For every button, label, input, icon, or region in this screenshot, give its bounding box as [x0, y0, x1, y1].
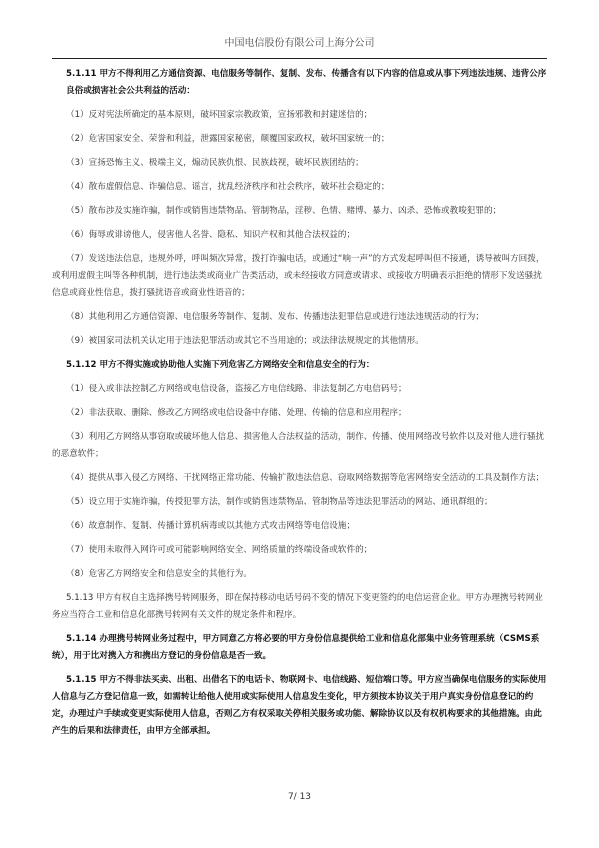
section-5-1-13: 5.1.13 甲方有权自主选择携号转网服务，即在保持移动电话号码不变的情况下变更签约的电信运营企业。甲方办理携号转网业务应当符合工业和信息化部携号转网有关文件的规定条件和程序。 — [52, 593, 543, 620]
list-item: （1）反对宪法所确定的基本原则，破坏国家宗教政策，宣扬邪教和封建迷信的； — [66, 110, 373, 120]
company-name: 中国电信股份有限公司上海分公司 — [224, 38, 375, 49]
list-item: （4）散布虚假信息、诈骗信息、谣言，扰乱经济秩序和社会秩序，破坏社会稳定的； — [66, 182, 390, 192]
list-item: （3）宣扬恐怖主义、极端主义，煽动民族仇恨、民族歧视，破坏民族团结的； — [66, 158, 364, 168]
list-item: （1）侵入或非法控制乙方网络或电信设备，盗接乙方电信线路、非法复制乙方电信码号； — [66, 384, 407, 394]
list-item: （8）危害乙方网络安全和信息安全的其他行为。 — [66, 569, 252, 579]
section-5-1-12-title: 5.1.12 甲方不得实施或协助他人实施下列危害乙方网络安全和信息安全的行为： — [66, 360, 375, 370]
section-5-1-15: 5.1.15 甲方不得非法买卖、出租、出借名下的电话卡、物联网卡、电信线路、短信端口等。甲方应当确保电信服务的实际使用人信息与乙方登记信息一致，如需转让给他人使用或实际使用人信息发生变化，甲方须按本协议关于用户真实身份信息登记的约定，办理过户手续或变更实际使用人信息，否则乙方有权采取关停相关服务或功能、解除协议以及有权机构要求的其他措施。由此产生的后果和法律责任，由甲方全部承担。 — [52, 675, 547, 736]
list-item: （2）危害国家安全、荣誉和利益，泄露国家秘密，颠覆国家政权，破坏国家统一的； — [66, 134, 390, 144]
list-item: （5）设立用于实施诈骗，传授犯罪方法，制作或销售违禁物品、管制物品等违法犯罪活动的网站、通讯群组的； — [66, 497, 493, 507]
list-item: （6）故意制作、复制、传播计算机病毒或以其他方式攻击网络等电信设施； — [66, 521, 356, 531]
list-item: （5）散布涉及实施诈骗，制作或销售违禁物品、管制物品，淫秽、色情、赌博、暴力、凶杀、恐怖或教唆犯罪的； — [66, 206, 502, 216]
list-item: （8）其他利用乙方通信资源、电信服务等制作、复制、发布、传播违法犯罪信息或进行违法违规活动的行为； — [66, 312, 484, 322]
list-item: （6）侮辱或诽谤他人，侵害他人名誉、隐私、知识产权和其他合法权益的； — [66, 230, 356, 240]
page-header — [52, 30, 547, 59]
page-number: 7/ 13 — [287, 792, 312, 802]
list-item: （7）使用未取得入网许可或可能影响网络安全、网络质量的终端设备或软件的； — [66, 545, 373, 555]
list-item: （4）提供从事入侵乙方网络、干扰网络正常功能、传输扩散违法信息、窃取网络数据等危害网络安全活动的工具及制作方法； — [66, 473, 545, 483]
list-item: （7）发送违法信息，违规外呼，呼叫频次异常，拨打诈骗电话，或通过“响一声”的方式发起呼叫但不接通，诱导被叫方回拨，或利用虚假主叫等各种机制，进行违法类或商业广告类活动，或未经接收方同意或请求、或接收方明确表示拒绝的情形下发送骚扰信息或商业性信息，拨打骚扰语音或商业性语音的； — [52, 254, 545, 298]
list-item: （9）被国家司法机关认定用于违法犯罪活动或其它不当用途的；或法律法规规定的其他情形。 — [66, 336, 424, 346]
document-body — [52, 66, 547, 747]
list-item: （3）利用乙方网络从事窃取或破坏他人信息、损害他人合法权益的活动，制作、传播、使用网络改号软件以及对他人进行骚扰的恶意软件； — [52, 432, 545, 459]
section-5-1-14: 5.1.14 办理携号转网业务过程中，甲方同意乙方将必要的甲方身份信息提供给工业和信息化部集中业务管理系统（CSMS系统），用于比对携入方和携出方登记的身份信息是否一致。 — [52, 634, 540, 661]
list-item: （2）非法获取、删除、修改乙方网络或电信设备中存储、处理、传输的信息和应用程序； — [66, 408, 407, 418]
section-5-1-11-title: 5.1.11 甲方不得利用乙方通信资源、电信服务等制作、复制、发布、传播含有以下内容的信息或从事下列违法违规、违背公序良俗或损害社会公共利益的活动： — [66, 69, 547, 96]
